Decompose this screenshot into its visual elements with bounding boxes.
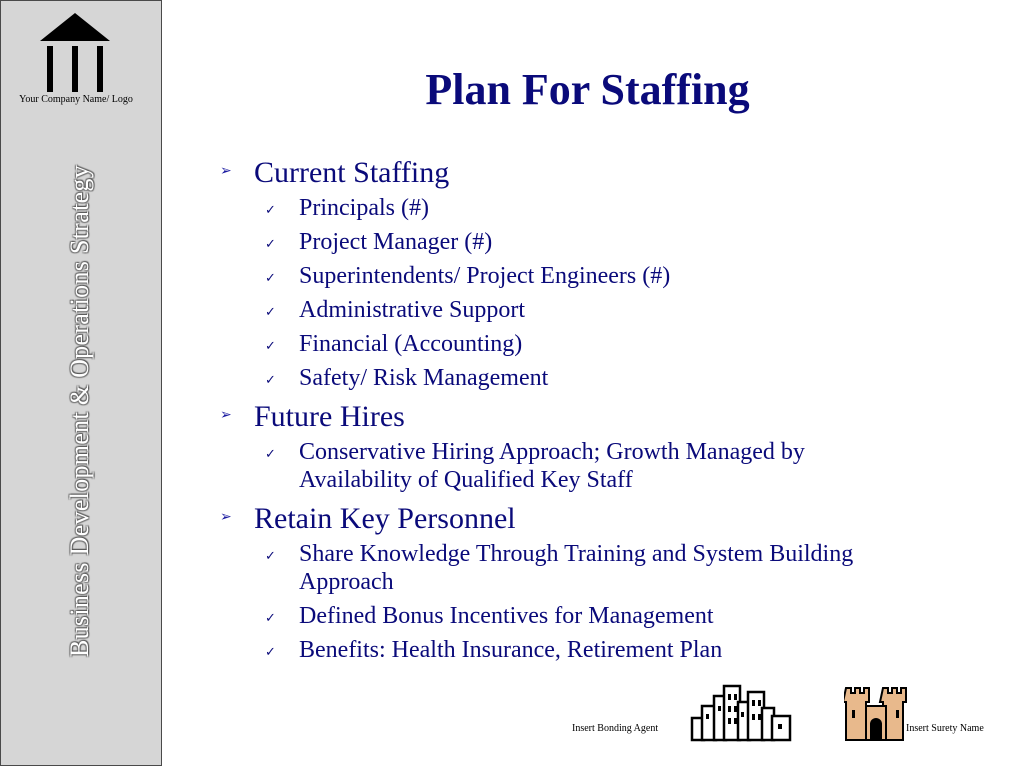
arrowhead-bullet-icon: ➢ <box>220 408 232 423</box>
city-skyline-icon <box>690 682 794 742</box>
checkmark-bullet-icon: ✓ <box>265 372 276 387</box>
sub-list-item <box>215 540 895 596</box>
bonding-agent-label: Insert Bonding Agent <box>572 723 659 734</box>
sub-list-item <box>215 194 895 222</box>
sub-item-label: Benefits: Health Insurance, Retirement Plan <box>299 637 723 663</box>
arrowhead-bullet-icon: ➢ <box>220 164 232 179</box>
vertical-banner <box>58 146 102 676</box>
sub-list-item <box>215 438 895 494</box>
sub-list-item <box>215 602 895 630</box>
checkmark-bullet-icon: ✓ <box>265 338 276 353</box>
checkmark-bullet-icon: ✓ <box>265 304 276 319</box>
sub-item-label: Defined Bonus Incentives for Management <box>299 603 714 629</box>
checkmark-bullet-icon: ✓ <box>265 236 276 251</box>
building-columns-icon <box>40 13 110 93</box>
sub-item-label: Administrative Support <box>299 297 525 323</box>
checkmark-bullet-icon: ✓ <box>265 644 276 659</box>
sub-item-label: Project Manager (#) <box>299 229 493 255</box>
sub-item-label: Conservative Hiring Approach; Growth Managed by Availability of Qualified Key Staff <box>299 439 805 493</box>
checkmark-bullet-icon: ✓ <box>265 270 276 285</box>
item-label: Future Hires <box>254 400 405 433</box>
sub-list-item <box>215 636 895 664</box>
vertical-banner-text: Business Development & Operations Strategy <box>65 164 94 658</box>
checkmark-bullet-icon: ✓ <box>265 446 276 461</box>
list-item <box>215 398 895 436</box>
item-label: Retain Key Personnel <box>254 502 516 535</box>
sub-item-label: Financial (Accounting) <box>299 331 523 357</box>
company-name: Your Company Name/ Logo <box>19 94 133 105</box>
slide-title: Plan For Staffing <box>425 65 750 114</box>
list-item <box>215 500 895 538</box>
sidebar <box>0 0 162 766</box>
sub-list-item <box>215 296 895 324</box>
sub-list-item <box>215 262 895 290</box>
sub-list-item <box>215 364 895 392</box>
sub-list-item <box>215 330 895 358</box>
checkmark-bullet-icon: ✓ <box>265 610 276 625</box>
checkmark-bullet-icon: ✓ <box>265 548 276 563</box>
castle-icon <box>844 682 908 744</box>
arrowhead-bullet-icon: ➢ <box>220 510 232 525</box>
sub-list-item <box>215 228 895 256</box>
sub-item-label: Safety/ Risk Management <box>299 365 549 391</box>
checkmark-bullet-icon: ✓ <box>265 202 276 217</box>
slide-content <box>215 154 895 670</box>
item-label: Current Staffing <box>254 156 450 189</box>
sub-item-label: Superintendents/ Project Engineers (#) <box>299 263 671 289</box>
surety-name-label: Insert Surety Name <box>906 723 984 734</box>
sub-item-label: Principals (#) <box>299 195 429 221</box>
list-item <box>215 154 895 192</box>
sub-item-label: Share Knowledge Through Training and System Building Approach <box>299 541 854 595</box>
